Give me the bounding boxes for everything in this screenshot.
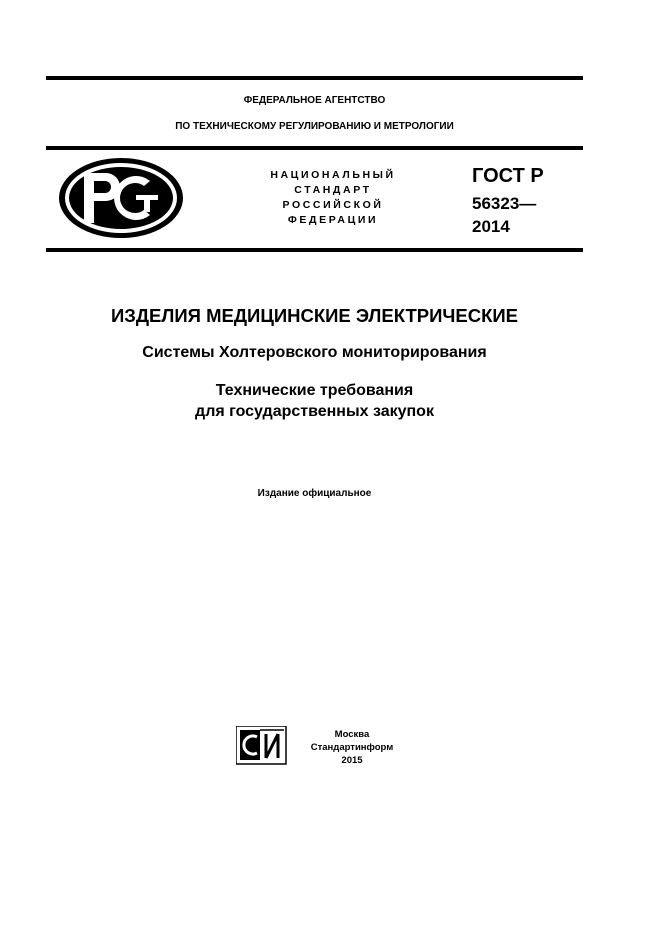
middle-rule (46, 146, 583, 150)
gost-number-line-1: 56323— (472, 194, 537, 213)
agency-line-2: ПО ТЕХНИЧЕСКОМУ РЕГУЛИРОВАНИЮ И МЕТРОЛОГИИ (175, 121, 454, 132)
publisher-name: Стандартинформ (310, 742, 394, 753)
gost-label: ГОСТ Р (472, 165, 544, 187)
bottom-rule (46, 248, 583, 252)
rst-logo-icon (56, 155, 186, 241)
document-subtitle: Системы Холтеровского мониторирования (142, 344, 487, 361)
gost-number (472, 192, 536, 238)
national-line-1: НАЦИОНАЛЬНЫЙ (270, 169, 396, 181)
document-requirements (46, 380, 583, 422)
gost-number-line-2: 2014 (472, 217, 510, 236)
document-title: ИЗДЕЛИЯ МЕДИЦИНСКИЕ ЭЛЕКТРИЧЕСКИЕ (110, 305, 519, 326)
requirements-line-1: Технические требования (215, 382, 414, 399)
national-line-2: СТАНДАРТ (294, 184, 372, 196)
edition-label: Издание официальное (257, 488, 372, 499)
national-line-3: РОССИЙСКОЙ (282, 199, 384, 211)
agency-line-1: ФЕДЕРАЛЬНОЕ АГЕНТСТВО (243, 95, 386, 106)
top-rule (46, 76, 583, 80)
standartinform-logo-icon (236, 726, 288, 766)
requirements-line-2: для государственных закупок (195, 403, 434, 420)
publisher-year: 2015 (341, 755, 363, 766)
publisher-info (300, 728, 404, 767)
publisher-city: Москва (334, 729, 370, 740)
national-line-4: ФЕДЕРАЦИИ (287, 214, 379, 226)
national-standard-label (246, 168, 420, 228)
